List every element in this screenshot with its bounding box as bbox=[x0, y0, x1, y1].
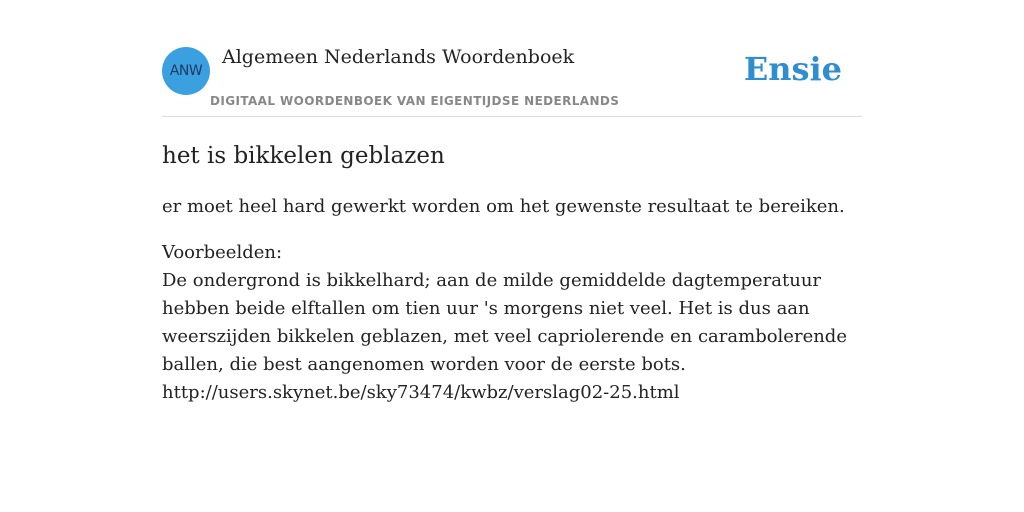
examples-section bbox=[162, 239, 862, 407]
examples-label: Voorbeelden: bbox=[162, 242, 283, 263]
example-text: De ondergrond is bikkelhard; aan de milde gemiddelde dagtemperatuur hebben beide elftallen om tien uur 's morgens niet veel. Het is dus aan weerszijden bikkelen geblazen, met veel capriolerende en carambolerende ballen, die best aangenomen worden voor de eerste bots. bbox=[162, 270, 847, 375]
site-title: Algemeen Nederlands Woordenboek bbox=[222, 46, 575, 68]
example-source: http://users.skynet.be/sky73474/kwbz/verslag02-25.html bbox=[162, 382, 680, 403]
anw-logo bbox=[162, 47, 210, 95]
definition: er moet heel hard gewerkt worden om het gewenste resultaat te bereiken. bbox=[162, 196, 845, 217]
site-subtitle: DIGITAAL WOORDENBOEK VAN EIGENTIJDSE NEDERLANDS bbox=[210, 94, 620, 108]
entry-card bbox=[162, 40, 862, 407]
ensie-brand-link[interactable]: Ensie bbox=[743, 50, 842, 88]
dictionary-entry bbox=[162, 117, 862, 407]
page-header bbox=[162, 40, 862, 117]
logo-text: ANW bbox=[169, 63, 203, 79]
headword: het is bikkelen geblazen bbox=[162, 143, 445, 169]
